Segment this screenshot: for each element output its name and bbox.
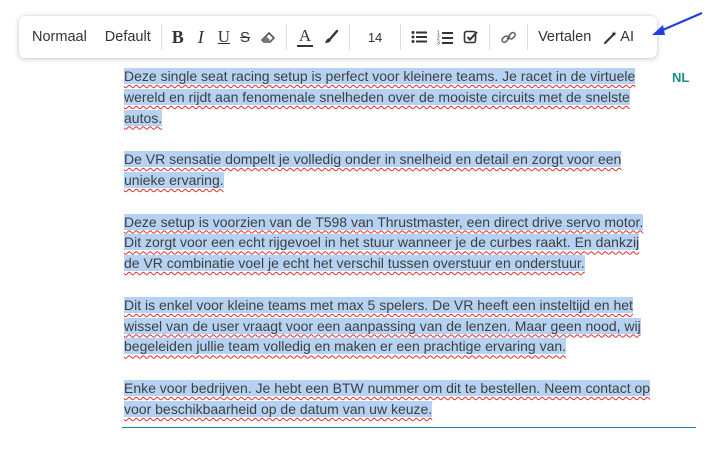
font-size-input[interactable]: 14 [367,29,383,45]
toolbar-divider [161,24,162,50]
paragraph [124,212,656,274]
bullet-list-icon[interactable] [406,22,432,52]
svg-text:3: 3 [437,40,440,45]
toolbar-divider [400,24,401,50]
underline-icon[interactable]: U [217,27,231,46]
editor-focus-line [122,427,696,428]
toolbar-divider [527,24,528,50]
paragraph [124,149,656,191]
text-editor[interactable] [124,66,656,440]
annotation-arrow-icon [648,10,708,42]
paragraph-text: Deze setup is voorzien van de T598 van Thrustmaster, een direct drive servo motor. Dit zorgt voor een echt rijgevoel in het stuur wanneer je de curbes raakt. En dankzij de VR combinatie voel je echt het verschil tussen overstuur en onderstuur. [124,213,644,272]
link-icon[interactable] [495,22,522,52]
bold-icon[interactable]: B [171,26,184,47]
formatting-toolbar [19,16,657,58]
ai-button[interactable] [596,22,639,52]
italic-icon[interactable]: I [197,26,204,47]
toolbar-divider [489,24,490,50]
translate-button[interactable]: Vertalen [538,29,592,45]
toolbar-divider [349,24,350,50]
paragraph-text: Enke voor bedrijven. Je hebt een BTW nummer om dit te bestellen. Neem contact op voor beschikbaarheid op de datum van uw keuze. [124,379,651,417]
strikethrough-icon[interactable]: S [240,28,251,46]
paragraph-text: Dit is enkel voor kleine teams met max 5 spelers. De VR heeft een insteltijd en het wissel van de user vraagt voor een aanpassing van de lenzen. Maar geen nood, wij begeleiden jullie team volledig en maken er een prachtige ervaring van. [124,296,641,355]
numbered-list-icon[interactable] [432,22,458,52]
paragraph-style-dropdown[interactable]: Normaal [32,29,87,45]
paragraph [124,295,656,357]
ai-label: AI [620,29,634,45]
svg-text:2: 2 [437,35,440,41]
font-family-dropdown[interactable]: Default [104,29,151,45]
paragraph-text: Deze single seat racing setup is perfect voor kleinere teams. Je racet in de virtuele wereld en rijdt aan fenomenale snelheden over de mooiste circuits met de snelste autos. [124,68,636,126]
paragraph [124,378,656,420]
language-badge[interactable]: NL [672,70,690,85]
magic-wand-icon [604,30,618,44]
eraser-icon[interactable] [255,22,281,52]
paragraph [124,66,656,128]
checklist-icon[interactable] [458,22,484,52]
font-color-icon[interactable]: A [298,25,312,45]
brush-icon[interactable] [318,22,344,52]
svg-text:1: 1 [437,30,440,36]
toolbar-divider [286,24,287,50]
paragraph-text: De VR sensatie dompelt je volledig onder in snelheid en detail en zorgt voor een unieke ervaring. [124,151,622,188]
